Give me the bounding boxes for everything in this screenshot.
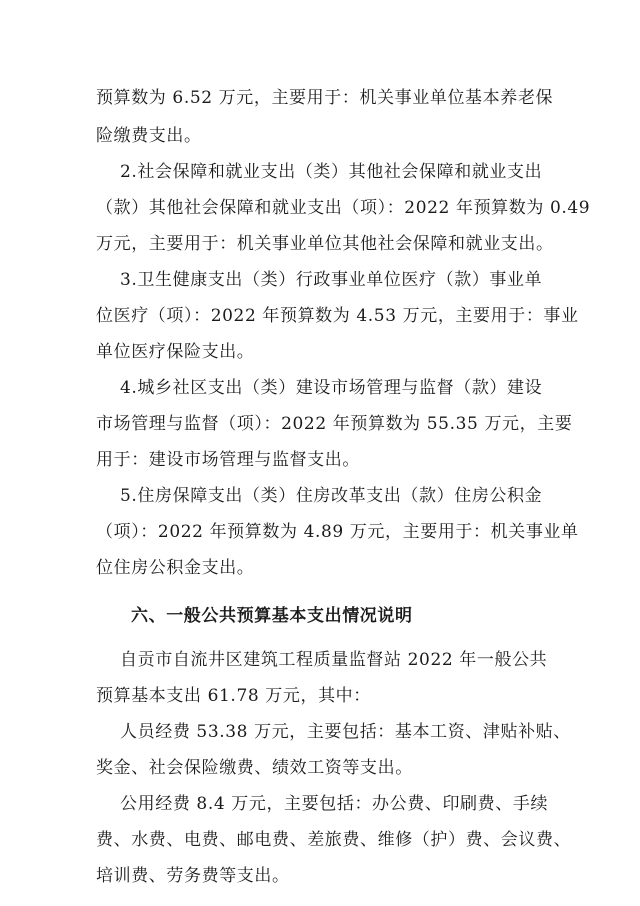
- text-line: 位住房公积金支出。: [96, 558, 255, 578]
- text-line: 培训费、劳务费等支出。: [96, 866, 290, 886]
- text-line: 2.社会保障和就业支出（类）其他社会保障和就业支出: [96, 162, 543, 182]
- text-line: 4.城乡社区支出（类）建设市场管理与监督（款）建设: [96, 378, 543, 398]
- text-line: 3.卫生健康支出（类）行政事业单位医疗（款）事业单: [96, 270, 543, 290]
- section-heading: 六、一般公共预算基本支出情况说明: [131, 606, 413, 626]
- text-line: 奖金、社会保险缴费、绩效工资等支出。: [96, 758, 413, 778]
- text-line: 单位医疗保险支出。: [96, 342, 255, 362]
- text-line: （项）：2022 年预算数为 4.89 万元，主要用于：机关事业单: [96, 522, 579, 542]
- text-line: 险缴费支出。: [96, 126, 202, 146]
- text-line: 市场管理与监督（项）：2022 年预算数为 55.35 万元，主要: [96, 414, 573, 434]
- text-line: 用于：建设市场管理与监督支出。: [96, 450, 360, 470]
- text-line: 公用经费 8.4 万元，主要包括：办公费、印刷费、手续: [96, 794, 549, 814]
- text-line: 万元，主要用于：机关事业单位其他社会保障和就业支出。: [96, 234, 554, 254]
- text-line: 费、水费、电费、邮电费、差旅费、维修（护）费、会议费、: [96, 830, 572, 850]
- text-line: （款）其他社会保障和就业支出（项）：2022 年预算数为 0.49: [96, 198, 591, 218]
- text-line: 5.住房保障支出（类）住房改革支出（款）住房公积金: [96, 486, 543, 506]
- text-line: 位医疗（项）：2022 年预算数为 4.53 万元，主要用于：事业: [96, 306, 579, 326]
- text-line: 人员经费 53.38 万元，主要包括：基本工资、津贴补贴、: [96, 722, 571, 742]
- text-line: 预算数为 6.52 万元，主要用于：机关事业单位基本养老保: [96, 88, 554, 108]
- text-line: 预算基本支出 61.78 万元，其中：: [96, 686, 371, 706]
- text-line: 自贡市自流井区建筑工程质量监督站 2022 年一般公共: [96, 650, 548, 670]
